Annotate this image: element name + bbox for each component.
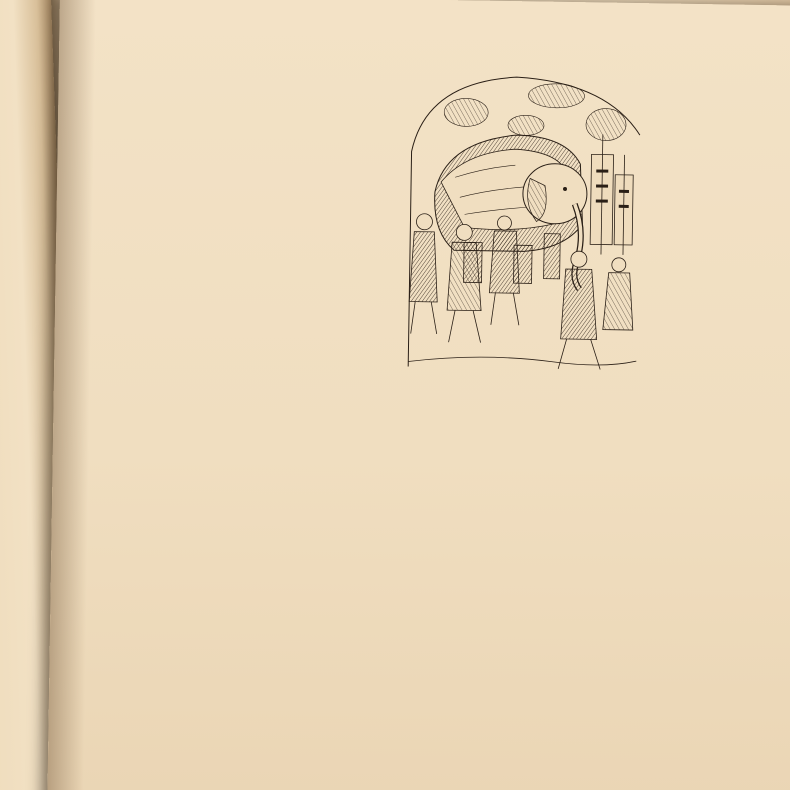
engraving-figure (402, 71, 645, 385)
text-block (147, 31, 687, 69)
elephant-festival-illustration (402, 71, 645, 375)
page-header (147, 31, 687, 65)
book-page (47, 0, 790, 790)
